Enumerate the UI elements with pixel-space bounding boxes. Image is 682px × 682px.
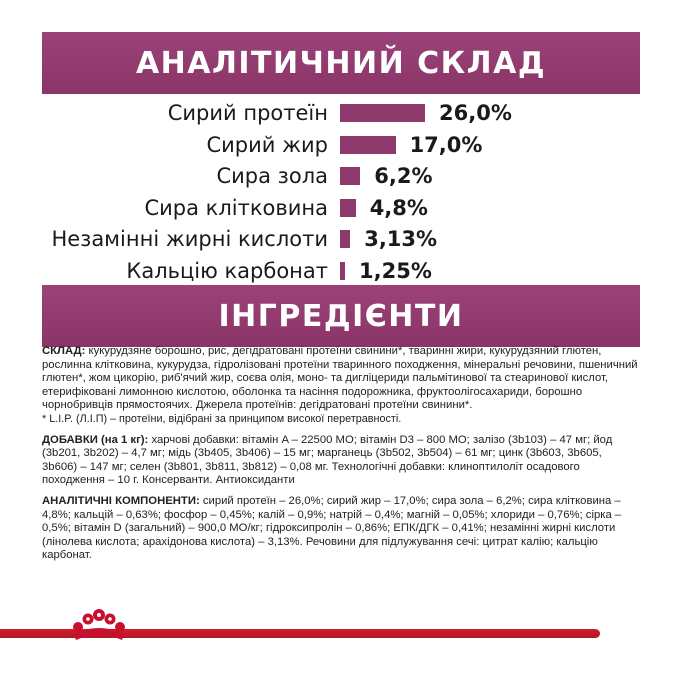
analysis-row-bar xyxy=(340,167,360,185)
ingredients-header-title: ІНГРЕДІЄНТИ xyxy=(218,298,464,334)
composition-label: СКЛАД: xyxy=(42,345,86,357)
ingredients-header xyxy=(42,285,640,347)
analysis-row xyxy=(0,130,682,161)
lip-note: * L.I.P. (Л.І.П) – протеїни, відібрані за принципом високої перетравності. xyxy=(42,412,402,425)
analysis-header-title: АНАЛІТИЧНИЙ СКЛАД xyxy=(135,45,547,81)
analysis-row-value: 17,0% xyxy=(409,132,483,157)
analysis-row-bar xyxy=(340,104,425,122)
analysis-row xyxy=(0,98,682,129)
royal-canin-crown-icon xyxy=(64,604,134,644)
analysis-row-value: 3,13% xyxy=(364,227,438,251)
additives-paragraph xyxy=(42,434,640,488)
analysis-row xyxy=(0,256,682,287)
analysis-row-label: Сирий жир xyxy=(206,132,328,157)
analysis-row xyxy=(0,161,682,192)
components-text: сирий протеїн – 26,0%; сирий жир – 17,0%; сира зола – 6,2%; сира клітковина – 4,8%; кальцій – 0,63%; фосфор – 0,45%; калій – 0,9%; натрій – 0,4%; магній – 0,05%; хлориди – 0,76%; сірка – 0,5%; вітамін D (загальний) – 900,0 МО/кг; гідроксипролін – 0,86%; ЕПК/ДГК – 0,41%; незамінні жирні кислоти (лінолева кислота; арахідонова кислота) – 3,13%. Речовини для підлужування сечі: цитрат калію; кальцію карбонат. xyxy=(42,494,622,562)
analysis-row-value: 6,2% xyxy=(374,164,433,188)
composition-paragraph xyxy=(42,345,640,413)
analysis-row-label: Сира клітковина xyxy=(144,195,328,220)
analysis-row xyxy=(0,224,682,255)
analysis-row-label: Кальцію карбонат xyxy=(126,258,328,283)
components-label: АНАЛІТИЧНІ КОМПОНЕНТИ: xyxy=(42,494,200,507)
analysis-row-bar xyxy=(340,136,396,154)
composition-text: кукурудзяне борошно, рис, дегідратовані протеїни свинини*, тваринні жири, кукурудзяний глютен, рослинна клітковина, кукурудза, гідролізовані протеїни тваринного походження, мінеральні речовини, пшеничний глютен*, жом цикорію, риб'ячий жир, соєва олія, моно- та дигліцериди пальмітинової та стеаринової кислот, етерифіковані лимонною кислотою, оболонка та насіння подорожника, фруктоолігосахариди, борошно чорнобривців прямостоячих. Джерела протеїнів: дегідратовані протеїни свинини*. xyxy=(42,345,638,412)
analysis-row xyxy=(0,193,682,224)
additives-text: харчові добавки: вітамін A – 22500 МО; вітамін D3 – 800 МО; залізо (3b103) – 47 мг; йод (3b201, 3b202) – 4,7 мг; мідь (3b405, 3b406) – 15 мг; марганець (3b502, 3b504) – 61 мг; цинк (3b603, 3b605, 3b606) – 147 мг; селен (3b801, 3b811, 3b812) – 0,08 мг. Технологічні добавки: клиноптилоліт осадового походження – 10 г. Консерванти. Антиоксиданти xyxy=(42,433,613,487)
analysis-row-bar xyxy=(340,199,356,217)
analysis-row-bar xyxy=(340,230,350,248)
analysis-row-value: 26,0% xyxy=(439,101,512,125)
analysis-row-value: 4,8% xyxy=(369,195,428,220)
analysis-row-label: Сира зола xyxy=(216,164,328,188)
analysis-row-bar xyxy=(340,262,345,280)
analysis-header xyxy=(42,32,640,94)
analysis-row-label: Сирий протеїн xyxy=(167,101,328,125)
analysis-row-label: Незамінні жирні кислоти xyxy=(51,227,328,251)
additives-label: ДОБАВКИ (на 1 кг): xyxy=(42,433,149,446)
components-paragraph xyxy=(42,495,640,563)
ingredients-text xyxy=(42,345,640,563)
analysis-row-value: 1,25% xyxy=(359,258,432,283)
